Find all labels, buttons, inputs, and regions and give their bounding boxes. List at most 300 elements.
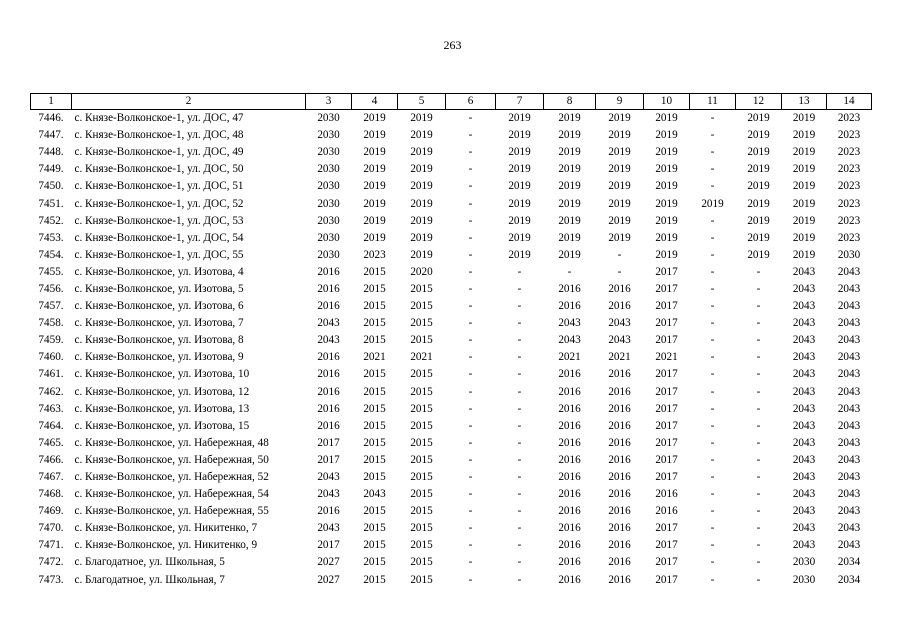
address-cell: с. Князе-Волконское, ул. Никитенко, 7 <box>74 522 258 535</box>
table-row <box>31 486 872 503</box>
year-cell: - <box>468 402 473 415</box>
year-cell: 2015 <box>363 402 386 415</box>
year-cell: - <box>517 419 522 432</box>
year-cell: 2017 <box>655 556 678 569</box>
year-cell: 2019 <box>410 163 433 176</box>
year-cell: 2043 <box>792 351 816 364</box>
year-cell: 2043 <box>792 385 816 398</box>
year-cell: 2043 <box>837 300 861 313</box>
year-cell: 2043 <box>837 471 861 484</box>
year-cell: - <box>710 385 715 398</box>
year-cell: - <box>468 180 473 193</box>
year-cell: 2023 <box>837 231 861 244</box>
year-cell: 2023 <box>837 163 861 176</box>
year-cell: - <box>517 402 522 415</box>
row-number: 7466. <box>38 453 64 466</box>
year-cell: - <box>517 334 522 347</box>
column-header: 6 <box>446 94 496 110</box>
year-cell: - <box>756 265 761 278</box>
year-cell: - <box>517 522 522 535</box>
row-number: 7465. <box>38 436 64 449</box>
year-cell: 2015 <box>410 488 433 501</box>
year-cell: 2016 <box>608 436 631 449</box>
page-number: 263 <box>443 38 462 52</box>
address-cell: с. Князе-Волконское, ул. Набережная, 55 <box>74 505 269 518</box>
year-cell: 2015 <box>410 573 433 586</box>
year-cell: 2019 <box>410 146 433 159</box>
year-cell: - <box>468 368 473 381</box>
year-cell: 2019 <box>792 248 816 261</box>
year-cell: - <box>710 522 715 535</box>
year-cell: 2019 <box>608 163 631 176</box>
year-cell: - <box>710 129 715 142</box>
year-cell: 2023 <box>363 248 386 261</box>
year-cell: - <box>468 385 473 398</box>
year-cell: 2019 <box>792 129 816 142</box>
year-cell: 2016 <box>608 300 631 313</box>
year-cell: 2021 <box>655 351 678 364</box>
column-header: 8 <box>544 94 596 110</box>
year-cell: 2030 <box>317 112 340 125</box>
year-cell: 2043 <box>837 351 861 364</box>
year-cell: 2043 <box>317 522 340 535</box>
year-cell: 2017 <box>655 317 678 330</box>
column-header: 2 <box>72 94 306 110</box>
year-cell: - <box>517 505 522 518</box>
year-cell: 2019 <box>655 112 678 125</box>
year-cell: 2019 <box>558 146 581 159</box>
year-cell: 2019 <box>655 146 678 159</box>
year-cell: - <box>468 214 473 227</box>
row-number: 7450. <box>38 180 64 193</box>
year-cell: 2043 <box>837 402 861 415</box>
year-cell: - <box>517 488 522 501</box>
year-cell: 2019 <box>363 163 386 176</box>
year-cell: 2015 <box>363 453 386 466</box>
year-cell: - <box>756 488 761 501</box>
table-row <box>31 418 872 435</box>
year-cell: - <box>710 471 715 484</box>
table-row <box>31 469 872 486</box>
year-cell: - <box>710 265 715 278</box>
year-cell: 2019 <box>792 146 816 159</box>
address-cell: с. Князе-Волконское, ул. Изотова, 9 <box>74 351 244 364</box>
year-cell: 2015 <box>363 334 386 347</box>
year-cell: 2016 <box>558 488 581 501</box>
year-cell: 2016 <box>558 402 581 415</box>
table-row <box>31 144 872 161</box>
year-cell: 2043 <box>317 471 340 484</box>
table-row <box>31 384 872 401</box>
year-cell: - <box>710 573 715 586</box>
year-cell: 2043 <box>792 436 816 449</box>
year-cell: - <box>617 248 622 261</box>
address-cell: с. Князе-Волконское-1, ул. ДОС, 47 <box>74 112 244 125</box>
year-cell: 2015 <box>410 539 433 552</box>
year-cell: 2023 <box>837 112 861 125</box>
year-cell: 2019 <box>508 248 531 261</box>
year-cell: 2019 <box>363 129 386 142</box>
year-cell: 2019 <box>608 112 631 125</box>
table-row <box>31 298 872 315</box>
table-row <box>31 247 872 264</box>
year-cell: - <box>468 419 473 432</box>
year-cell: 2017 <box>655 402 678 415</box>
address-cell: с. Князе-Волконское, ул. Изотова, 10 <box>74 368 250 381</box>
year-cell: - <box>468 351 473 364</box>
year-cell: - <box>756 436 761 449</box>
year-cell: 2030 <box>317 163 340 176</box>
year-cell: 2043 <box>837 282 861 295</box>
year-cell: 2019 <box>558 129 581 142</box>
year-cell: 2015 <box>410 453 433 466</box>
address-cell: с. Князе-Волконское, ул. Изотова, 7 <box>74 317 244 330</box>
year-cell: 2016 <box>558 436 581 449</box>
year-cell: - <box>710 419 715 432</box>
year-cell: - <box>468 129 473 142</box>
row-number: 7467. <box>38 471 64 484</box>
column-header: 11 <box>690 94 736 110</box>
year-cell: - <box>468 556 473 569</box>
year-cell: 2019 <box>410 112 433 125</box>
year-cell: - <box>756 522 761 535</box>
year-cell: 2015 <box>410 385 433 398</box>
year-cell: 2017 <box>655 385 678 398</box>
row-number: 7462. <box>38 385 64 398</box>
address-cell: с. Князе-Волконское-1, ул. ДОС, 53 <box>74 214 244 227</box>
year-cell: - <box>710 282 715 295</box>
year-cell: 2019 <box>508 146 531 159</box>
year-cell: 2019 <box>508 197 531 210</box>
year-cell: 2019 <box>363 197 386 210</box>
table-row <box>31 366 872 383</box>
year-cell: 2043 <box>837 522 861 535</box>
year-cell: 2015 <box>363 419 386 432</box>
year-cell: 2015 <box>410 402 433 415</box>
address-cell: с. Князе-Волконское, ул. Набережная, 48 <box>74 436 269 449</box>
year-cell: 2043 <box>792 265 816 278</box>
year-cell: - <box>468 231 473 244</box>
year-cell: 2043 <box>837 419 861 432</box>
table-row <box>31 401 872 418</box>
year-cell: 2019 <box>410 214 433 227</box>
year-cell: 2043 <box>608 334 631 347</box>
year-cell: - <box>517 368 522 381</box>
table-row <box>31 572 872 589</box>
year-cell: 2043 <box>837 265 861 278</box>
year-cell: 2019 <box>747 214 770 227</box>
year-cell: 2043 <box>837 539 861 552</box>
year-cell: 2016 <box>558 453 581 466</box>
year-cell: - <box>756 505 761 518</box>
year-cell: 2016 <box>558 282 581 295</box>
year-cell: - <box>710 112 715 125</box>
table-row <box>31 332 872 349</box>
table-row <box>31 503 872 520</box>
year-cell: - <box>468 300 473 313</box>
year-cell: 2043 <box>317 488 340 501</box>
year-cell: - <box>756 282 761 295</box>
year-cell: 2015 <box>410 419 433 432</box>
year-cell: - <box>468 146 473 159</box>
year-cell: 2043 <box>792 539 816 552</box>
year-cell: 2019 <box>508 214 531 227</box>
year-cell: 2016 <box>608 282 631 295</box>
year-cell: 2030 <box>792 556 816 569</box>
year-cell: 2043 <box>837 505 861 518</box>
table-row <box>31 195 872 212</box>
year-cell: 2016 <box>608 522 631 535</box>
year-cell: 2043 <box>792 453 816 466</box>
year-cell: 2015 <box>363 317 386 330</box>
year-cell: 2021 <box>608 351 631 364</box>
address-cell: с. Князе-Волконское-1, ул. ДОС, 51 <box>74 180 244 193</box>
year-cell: - <box>710 453 715 466</box>
year-cell: 2016 <box>608 573 631 586</box>
year-cell: - <box>710 539 715 552</box>
year-cell: 2019 <box>655 214 678 227</box>
row-number: 7449. <box>38 163 64 176</box>
year-cell: - <box>710 436 715 449</box>
year-cell: 2019 <box>655 129 678 142</box>
year-cell: 2019 <box>558 248 581 261</box>
year-cell: 2034 <box>837 573 861 586</box>
year-cell: - <box>517 556 522 569</box>
year-cell: 2019 <box>608 214 631 227</box>
column-header: 4 <box>352 94 398 110</box>
address-cell: с. Князе-Волконское-1, ул. ДОС, 48 <box>74 129 244 142</box>
year-cell: 2016 <box>558 522 581 535</box>
year-cell: - <box>468 488 473 501</box>
column-header: 5 <box>398 94 446 110</box>
row-number: 7468. <box>38 488 64 501</box>
address-cell: с. Благодатное, ул. Школьная, 5 <box>74 556 225 569</box>
year-cell: 2043 <box>837 317 861 330</box>
address-cell: с. Князе-Волконское, ул. Изотова, 13 <box>74 402 250 415</box>
row-number: 7469. <box>38 505 64 518</box>
address-cell: с. Князе-Волконское, ул. Изотова, 15 <box>74 419 250 432</box>
address-cell: с. Князе-Волконское, ул. Изотова, 6 <box>74 300 244 313</box>
year-cell: 2034 <box>837 556 861 569</box>
year-cell: - <box>756 351 761 364</box>
year-cell: - <box>710 505 715 518</box>
year-cell: 2017 <box>655 282 678 295</box>
column-header: 7 <box>496 94 544 110</box>
year-cell: 2017 <box>655 471 678 484</box>
address-cell: с. Князе-Волконское, ул. Набережная, 52 <box>74 471 269 484</box>
year-cell: 2019 <box>792 163 816 176</box>
year-cell: 2017 <box>655 573 678 586</box>
year-cell: 2015 <box>363 385 386 398</box>
column-header: 13 <box>782 94 827 110</box>
year-cell: 2015 <box>363 471 386 484</box>
year-cell: 2016 <box>317 300 340 313</box>
year-cell: - <box>468 505 473 518</box>
year-cell: 2016 <box>608 556 631 569</box>
year-cell: 2019 <box>508 129 531 142</box>
year-cell: 2043 <box>317 334 340 347</box>
year-cell: 2023 <box>837 180 861 193</box>
year-cell: 2015 <box>410 300 433 313</box>
column-header: 9 <box>596 94 644 110</box>
address-cell: с. Князе-Волконское, ул. Изотова, 12 <box>74 385 250 398</box>
year-cell: - <box>468 471 473 484</box>
table-row <box>31 264 872 281</box>
table-row <box>31 127 872 144</box>
year-cell: 2017 <box>655 522 678 535</box>
year-cell: - <box>468 163 473 176</box>
year-cell: - <box>710 317 715 330</box>
year-cell: 2017 <box>655 419 678 432</box>
year-cell: 2019 <box>655 231 678 244</box>
year-cell: 2043 <box>792 282 816 295</box>
row-number: 7453. <box>38 231 64 244</box>
year-cell: 2016 <box>317 368 340 381</box>
year-cell: 2017 <box>655 453 678 466</box>
year-cell: - <box>710 180 715 193</box>
year-cell: - <box>468 334 473 347</box>
address-cell: с. Князе-Волконское-1, ул. ДОС, 50 <box>74 163 244 176</box>
year-cell: 2023 <box>837 214 861 227</box>
year-cell: - <box>756 471 761 484</box>
year-cell: 2016 <box>608 368 631 381</box>
year-cell: 2015 <box>363 368 386 381</box>
year-cell: 2017 <box>317 539 340 552</box>
year-cell: - <box>756 419 761 432</box>
row-number: 7472. <box>38 556 64 569</box>
year-cell: - <box>517 573 522 586</box>
year-cell: 2043 <box>558 317 581 330</box>
year-cell: 2015 <box>410 368 433 381</box>
year-cell: - <box>710 556 715 569</box>
year-cell: 2019 <box>608 231 631 244</box>
repair-schedule-table <box>30 93 872 589</box>
year-cell: 2015 <box>410 436 433 449</box>
year-cell: - <box>710 146 715 159</box>
year-cell: 2019 <box>792 197 816 210</box>
year-cell: - <box>756 402 761 415</box>
year-cell: - <box>468 317 473 330</box>
year-cell: 2015 <box>410 522 433 535</box>
year-cell: 2017 <box>655 265 678 278</box>
year-cell: 2043 <box>792 505 816 518</box>
year-cell: - <box>756 368 761 381</box>
year-cell: 2030 <box>317 231 340 244</box>
year-cell: 2043 <box>792 368 816 381</box>
year-cell: 2019 <box>508 180 531 193</box>
address-cell: с. Князе-Волконское, ул. Изотова, 5 <box>74 282 244 295</box>
address-cell: с. Князе-Волконское, ул. Набережная, 54 <box>74 488 269 501</box>
year-cell: - <box>710 300 715 313</box>
year-cell: 2017 <box>317 453 340 466</box>
row-number: 7470. <box>38 522 64 535</box>
year-cell: 2015 <box>363 300 386 313</box>
column-header: 10 <box>644 94 690 110</box>
year-cell: - <box>468 282 473 295</box>
year-cell: 2019 <box>608 146 631 159</box>
year-cell: - <box>517 385 522 398</box>
year-cell: 2043 <box>363 488 386 501</box>
year-cell: - <box>517 539 522 552</box>
year-cell: 2016 <box>558 368 581 381</box>
year-cell: 2019 <box>558 231 581 244</box>
column-header: 3 <box>306 94 352 110</box>
year-cell: 2017 <box>317 436 340 449</box>
year-cell: - <box>710 231 715 244</box>
year-cell: 2017 <box>655 300 678 313</box>
year-cell: 2019 <box>363 231 386 244</box>
year-cell: 2019 <box>747 231 770 244</box>
year-cell: 2043 <box>792 402 816 415</box>
year-cell: 2019 <box>792 231 816 244</box>
year-cell: 2019 <box>508 112 531 125</box>
table-row <box>31 315 872 332</box>
column-header: 14 <box>827 94 872 110</box>
year-cell: 2043 <box>792 488 816 501</box>
year-cell: 2027 <box>317 573 340 586</box>
year-cell: - <box>468 248 473 261</box>
row-number: 7471. <box>38 539 64 552</box>
year-cell: 2016 <box>655 488 678 501</box>
year-cell: 2017 <box>655 539 678 552</box>
year-cell: 2019 <box>747 112 770 125</box>
address-cell: с. Князе-Волконское, ул. Набережная, 50 <box>74 453 269 466</box>
year-cell: - <box>710 488 715 501</box>
table-row <box>31 349 872 366</box>
year-cell: 2016 <box>317 505 340 518</box>
year-cell: 2019 <box>747 248 770 261</box>
year-cell: 2019 <box>608 180 631 193</box>
row-number: 7458. <box>38 317 64 330</box>
year-cell: 2016 <box>317 402 340 415</box>
year-cell: 2023 <box>837 197 861 210</box>
year-cell: - <box>567 265 572 278</box>
year-cell: 2023 <box>837 129 861 142</box>
year-cell: 2016 <box>558 505 581 518</box>
year-cell: 2019 <box>747 163 770 176</box>
year-cell: 2019 <box>558 112 581 125</box>
year-cell: 2019 <box>747 146 770 159</box>
year-cell: 2019 <box>558 180 581 193</box>
year-cell: - <box>710 163 715 176</box>
address-cell: с. Благодатное, ул. Школьная, 7 <box>74 573 225 586</box>
year-cell: 2030 <box>317 214 340 227</box>
column-header: 12 <box>736 94 782 110</box>
year-cell: 2019 <box>792 214 816 227</box>
year-cell: 2021 <box>410 351 433 364</box>
year-cell: 2016 <box>558 471 581 484</box>
table-row <box>31 452 872 469</box>
year-cell: 2016 <box>558 573 581 586</box>
year-cell: 2015 <box>410 334 433 347</box>
year-cell: 2019 <box>655 197 678 210</box>
year-cell: - <box>756 453 761 466</box>
year-cell: - <box>756 573 761 586</box>
year-cell: 2019 <box>558 163 581 176</box>
year-cell: 2043 <box>837 334 861 347</box>
year-cell: - <box>756 300 761 313</box>
year-cell: - <box>468 539 473 552</box>
year-cell: 2015 <box>363 505 386 518</box>
year-cell: 2019 <box>701 197 724 210</box>
year-cell: - <box>468 436 473 449</box>
year-cell: 2043 <box>837 453 861 466</box>
year-cell: - <box>468 453 473 466</box>
address-cell: с. Князе-Волконское, ул. Изотова, 4 <box>74 265 244 278</box>
year-cell: 2016 <box>608 419 631 432</box>
year-cell: 2016 <box>655 505 678 518</box>
row-number: 7455. <box>38 265 64 278</box>
